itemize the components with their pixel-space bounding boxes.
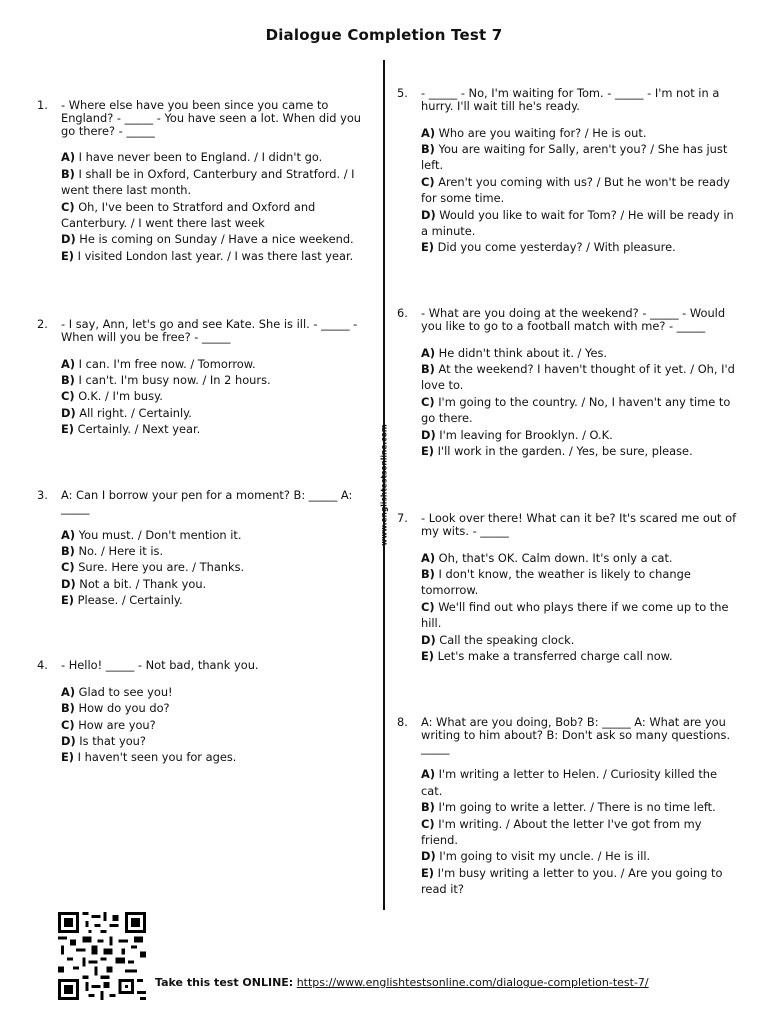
page-title: Dialogue Completion Test 7 [265, 26, 503, 44]
option-d[interactable]: D) I'm going to visit my uncle. / He is ill. [421, 849, 651, 864]
option-a[interactable]: A) I'm writing a letter to Helen. / Curiosity killed the cat. [421, 767, 718, 798]
question-1 [37, 98, 371, 264]
question-stem: - What are you doing at the weekend? - _____ - Would you like to go to a football match with me? - _____ [421, 306, 726, 333]
option-b[interactable]: B) I'm going to write a letter. / There is no time left. [421, 800, 716, 815]
options-list [61, 684, 371, 766]
option-e[interactable]: E) I visited London last year. / I was there last year. [61, 248, 354, 263]
options-list [421, 766, 739, 897]
question-4 [37, 658, 371, 766]
option-b[interactable]: B) How do you do? [61, 701, 170, 716]
option-b[interactable]: B) I don't know, the weather is likely to change tomorrow. [421, 567, 691, 598]
options-list [61, 149, 371, 264]
question-stem: A: What are you doing, Bob? B: _____ A: What are you writing to him about? B: Don't ask so many questions. _____ [421, 715, 731, 755]
options-list [421, 550, 739, 665]
question-3 [37, 488, 371, 609]
question-7 [397, 511, 739, 664]
options-list [421, 125, 739, 256]
option-a[interactable]: A) I can. I'm free now. / Tomorrow. [61, 356, 256, 371]
option-d[interactable]: D) He is coming on Sunday / Have a nice weekend. [61, 232, 354, 247]
question-number: 2. [37, 317, 48, 331]
option-a[interactable]: A) Glad to see you! [61, 684, 173, 699]
option-a[interactable]: A) You must. / Don't mention it. [61, 527, 242, 542]
option-c[interactable]: C) Aren't you coming with us? / But he won't be ready for some time. [421, 174, 730, 206]
option-c[interactable]: C) I'm going to the country. / No, I haven't any time to go there. [421, 394, 731, 426]
option-b[interactable]: B) You are waiting for Sally, aren't you? / She has just left. [421, 142, 728, 173]
question-stem: - _____ - No, I'm waiting for Tom. - _____ - I'm not in a hurry. I'll wait till he's ready. [421, 86, 720, 113]
option-e[interactable]: E) I haven't seen you for ages. [61, 750, 237, 765]
question-number: 1. [37, 98, 48, 112]
question-6 [397, 306, 739, 459]
option-a[interactable]: A) Who are you waiting for? / He is out. [421, 125, 647, 140]
question-number: 6. [397, 306, 408, 320]
test-online-link[interactable]: https://www.englishtestsonline.com/dialogue-completion-test-7/ [296, 976, 649, 989]
option-e[interactable]: E) Please. / Certainly. [61, 593, 183, 608]
option-d[interactable]: D) Not a bit. / Thank you. [61, 576, 207, 591]
qr-code-image[interactable] [58, 912, 146, 1000]
footer [155, 976, 649, 989]
option-c[interactable]: C) I'm writing. / About the letter I've got from my friend. [421, 816, 702, 848]
option-e[interactable]: E) I'll work in the garden. / Yes, be sure, please. [421, 444, 693, 459]
options-list [61, 356, 371, 438]
question-number: 5. [397, 86, 408, 100]
option-d[interactable]: D) All right. / Certainly. [61, 405, 192, 420]
option-c[interactable]: C) O.K. / I'm busy. [61, 389, 163, 404]
option-c[interactable]: C) Oh, I've been to Stratford and Oxford and Canterbury. / I went there last week [61, 199, 316, 231]
option-b[interactable]: B) I can't. I'm busy now. / In 2 hours. [61, 373, 271, 387]
option-c[interactable]: C) How are you? [61, 717, 156, 732]
footer-label: Take this test ONLINE: [155, 976, 294, 989]
option-a[interactable]: A) Oh, that's OK. Calm down. It's only a cat. [421, 550, 673, 565]
option-d[interactable]: D) Would you like to wait for Tom? / He will be ready in a minute. [421, 207, 734, 239]
options-list [421, 345, 739, 460]
side-watermark-text: www.englishtestsonline.com [379, 424, 389, 546]
question-stem: - Hello! _____ - Not bad, thank you. [61, 658, 259, 672]
question-stem: A: Can I borrow your pen for a moment? B: _____ A: _____ [61, 488, 353, 515]
option-e[interactable]: E) Certainly. / Next year. [61, 422, 201, 437]
option-e[interactable]: E) Let's make a transferred charge call now. [421, 649, 673, 664]
question-number: 8. [397, 715, 408, 729]
option-b[interactable]: B) At the weekend? I haven't thought of it yet. / Oh, I'd love to. [421, 362, 735, 393]
question-number: 3. [37, 488, 48, 502]
option-a[interactable]: A) He didn't think about it. / Yes. [421, 345, 608, 360]
question-stem: - I say, Ann, let's go and see Kate. She is ill. - _____ - When will you be free? - _____ [61, 317, 358, 344]
option-e[interactable]: E) I'm busy writing a letter to you. / Are you going to read it? [421, 865, 723, 897]
option-d[interactable]: D) Call the speaking clock. [421, 632, 575, 647]
option-a[interactable]: A) I have never been to England. / I didn't go. [61, 150, 323, 165]
option-b[interactable]: B) I shall be in Oxford, Canterbury and Stratford. / I went there last month. [61, 166, 355, 198]
option-c[interactable]: C) Sure. Here you are. / Thanks. [61, 560, 245, 575]
question-stem: - Where else have you been since you came to England? - _____ - You have seen a lot. When did you go there? - _____ [61, 98, 362, 138]
option-d[interactable]: D) I'm leaving for Brooklyn. / O.K. [421, 427, 613, 442]
question-5 [397, 86, 739, 256]
question-stem: - Look over there! What can it be? It's scared me out of my wits. - _____ [421, 511, 737, 538]
question-8 [397, 715, 739, 898]
options-list [61, 527, 371, 609]
question-number: 4. [37, 658, 48, 672]
option-b[interactable]: B) No. / Here it is. [61, 544, 164, 558]
option-e[interactable]: E) Did you come yesterday? / With pleasure. [421, 240, 676, 255]
question-2 [37, 317, 371, 438]
option-c[interactable]: C) We'll find out who plays there if we come up to the hill. [421, 599, 729, 631]
option-d[interactable]: D) Is that you? [61, 734, 146, 749]
question-number: 7. [397, 511, 408, 525]
